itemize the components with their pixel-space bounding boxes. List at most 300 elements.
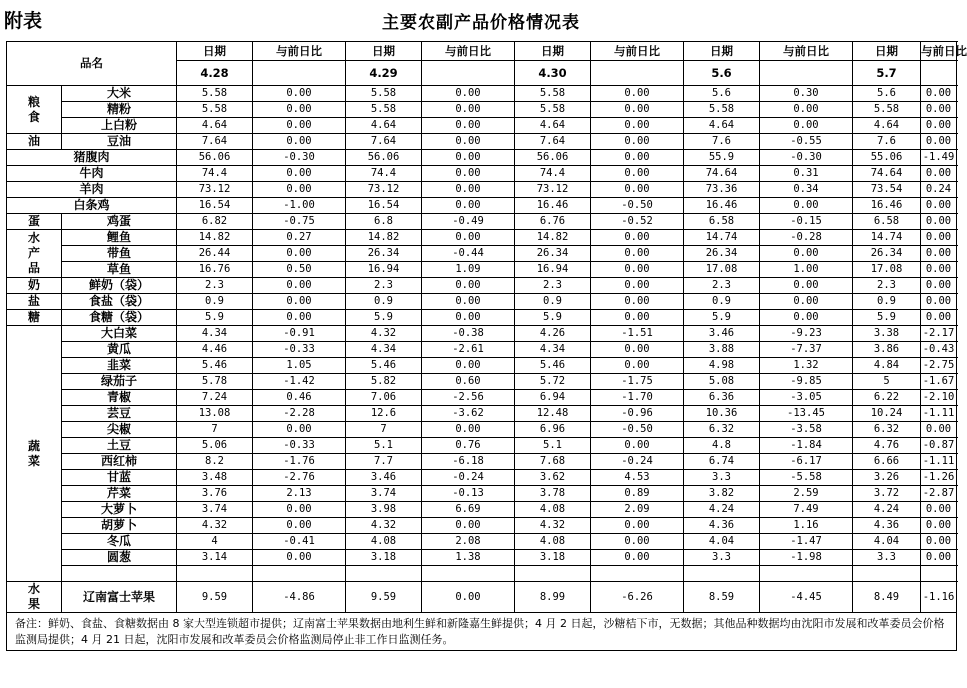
change-cell: -2.17 [921,326,957,342]
price-cell: 5.78 [177,374,253,390]
price-cell: 3.18 [346,550,422,566]
change-cell: -0.38 [422,326,515,342]
change-cell: 0.00 [591,278,684,294]
change-cell: -0.30 [253,150,346,166]
change-cell: -2.76 [253,470,346,486]
price-cell: 5.58 [515,86,591,102]
change-cell: 0.76 [422,438,515,454]
change-cell: 0.00 [422,230,515,246]
price-cell: 4.64 [853,118,921,134]
change-cell: 0.00 [591,182,684,198]
product-name: 胡萝卜 [62,518,177,534]
price-cell: 6.74 [684,454,760,470]
product-name [62,566,177,582]
change-cell [422,566,515,582]
price-cell: 5.9 [177,310,253,326]
product-name: 西红柿 [62,454,177,470]
table-row [7,566,957,582]
price-cell: 6.32 [853,422,921,438]
change-cell: 0.00 [422,422,515,438]
table-row [7,582,957,613]
price-cell: 3.3 [684,550,760,566]
change-cell: 0.00 [921,278,957,294]
price-cell: 55.06 [853,150,921,166]
change-cell: 0.00 [591,246,684,262]
price-cell: 5.1 [515,438,591,454]
change-cell: -1.47 [760,534,853,550]
table-row [7,86,957,102]
table-row [7,182,957,198]
change-cell: -4.86 [253,582,346,613]
product-name: 芸豆 [62,406,177,422]
price-cell: 4.32 [515,518,591,534]
price-cell: 4.34 [346,342,422,358]
change-cell: -1.84 [760,438,853,454]
price-cell: 16.76 [177,262,253,278]
price-cell: 3.88 [684,342,760,358]
change-cell: -4.45 [760,582,853,613]
date-value: 4.29 [346,61,422,86]
change-cell: 0.00 [760,198,853,214]
price-cell: 4.8 [684,438,760,454]
price-cell: 3.76 [177,486,253,502]
price-cell: 16.46 [853,198,921,214]
price-cell: 4.64 [515,118,591,134]
change-cell: 1.05 [253,358,346,374]
price-cell: 6.82 [177,214,253,230]
product-name: 芹菜 [62,486,177,502]
price-cell: 0.9 [177,294,253,310]
price-cell: 73.54 [853,182,921,198]
category-cell: 糖 [7,310,62,326]
change-cell: 0.00 [253,86,346,102]
price-cell: 6.32 [684,422,760,438]
product-name: 绿茄子 [62,374,177,390]
price-cell: 3.86 [853,342,921,358]
price-cell [177,566,253,582]
price-cell: 8.2 [177,454,253,470]
price-cell: 6.8 [346,214,422,230]
category-cell: 蔬菜 [7,326,62,582]
appendix-label: 附表 [4,10,43,32]
change-cell: 0.00 [760,278,853,294]
price-cell: 7 [346,422,422,438]
change-cell: 4.53 [591,470,684,486]
product-name: 大萝卜 [62,502,177,518]
price-cell: 3.82 [684,486,760,502]
change-cell: 0.00 [591,102,684,118]
change-cell: 0.00 [921,310,957,326]
change-cell: -1.70 [591,390,684,406]
table-row [7,422,957,438]
price-cell: 8.59 [684,582,760,613]
change-header: 与前日比 [921,42,957,61]
change-cell: 0.00 [591,118,684,134]
price-cell: 7 [177,422,253,438]
change-cell: -9.23 [760,326,853,342]
product-name: 草鱼 [62,262,177,278]
price-cell: 4.34 [515,342,591,358]
table-row [7,150,957,166]
price-cell: 4.04 [853,534,921,550]
price-cell: 6.58 [684,214,760,230]
price-cell: 74.4 [177,166,253,182]
change-cell: -1.11 [921,454,957,470]
price-cell: 56.06 [346,150,422,166]
change-cell: -2.56 [422,390,515,406]
price-cell: 6.76 [515,214,591,230]
table-title: 主要农副产品价格情况表 [382,13,580,33]
price-cell: 73.12 [515,182,591,198]
price-cell: 4.98 [684,358,760,374]
price-cell: 5.46 [346,358,422,374]
date-blank [760,61,853,86]
category-cell: 粮食 [7,86,62,134]
price-cell: 3.3 [684,470,760,486]
price-cell: 5.9 [346,310,422,326]
change-header: 与前日比 [253,42,346,61]
product-name: 猪腹肉 [7,150,177,166]
price-cell: 7.7 [346,454,422,470]
footnote: 备注：鲜奶、食盐、食糖数据由 8 家大型连锁超市提供；辽南富士苹果数据由地利生鲜和新隆嘉生鲜提供；4 月 2 日起，沙糖桔下市，无数据；其他品种数据均由沈阳市发展和改革委员会价格监测局提供；4 月 21 日起，沈阳市发展和改革委员会价格监测局停止非工作日监测任务。 [7,613,957,651]
change-cell: 0.46 [253,390,346,406]
price-cell: 7.68 [515,454,591,470]
category-cell: 水产品 [7,230,62,278]
change-cell: -0.24 [591,454,684,470]
change-cell: -13.45 [760,406,853,422]
price-cell: 26.34 [853,246,921,262]
price-cell: 17.08 [684,262,760,278]
change-cell: -5.58 [760,470,853,486]
price-cell: 9.59 [346,582,422,613]
price-cell: 7.24 [177,390,253,406]
change-cell [591,566,684,582]
change-cell: 0.00 [422,582,515,613]
price-cell: 4.64 [177,118,253,134]
price-cell: 3.26 [853,470,921,486]
change-cell: -1.75 [591,374,684,390]
change-cell: -0.49 [422,214,515,230]
change-cell: -2.28 [253,406,346,422]
category-cell: 奶 [7,278,62,294]
price-cell: 16.54 [177,198,253,214]
change-cell: -2.87 [921,486,957,502]
price-cell: 4.08 [515,534,591,550]
price-cell: 56.06 [515,150,591,166]
change-cell: 0.00 [591,534,684,550]
price-cell: 4.64 [346,118,422,134]
table-row [7,438,957,454]
table-row [7,406,957,422]
change-cell: 0.00 [760,310,853,326]
date-value: 5.6 [684,61,760,86]
date-header: 日期 [515,42,591,61]
change-cell: 0.00 [591,438,684,454]
price-cell: 12.48 [515,406,591,422]
change-cell: 0.00 [422,102,515,118]
price-cell: 4.76 [853,438,921,454]
product-header: 品名 [7,42,177,86]
change-cell: 0.00 [760,246,853,262]
price-cell: 14.74 [853,230,921,246]
price-cell: 74.4 [515,166,591,182]
change-cell: 0.00 [422,310,515,326]
change-cell: 0.00 [591,358,684,374]
price-cell: 16.94 [346,262,422,278]
price-cell: 5.6 [684,86,760,102]
change-cell: 0.00 [253,550,346,566]
price-cell: 73.36 [684,182,760,198]
change-cell: 2.59 [760,486,853,502]
price-cell: 5.9 [515,310,591,326]
price-cell: 5.46 [177,358,253,374]
price-cell: 73.12 [346,182,422,198]
change-cell: -1.00 [253,198,346,214]
change-cell: 0.27 [253,230,346,246]
price-cell: 3.14 [177,550,253,566]
date-value: 5.7 [853,61,921,86]
table-row [7,230,957,246]
change-cell: -9.85 [760,374,853,390]
change-cell: 0.31 [760,166,853,182]
table-row [7,534,957,550]
change-cell [253,566,346,582]
change-cell: 0.00 [591,262,684,278]
category-cell: 油 [7,134,62,150]
change-cell: 0.00 [921,534,957,550]
product-name: 辽南富士苹果 [62,582,177,613]
product-name: 尖椒 [62,422,177,438]
date-header: 日期 [684,42,760,61]
product-name: 豆油 [62,134,177,150]
price-cell: 4 [177,534,253,550]
change-cell: 0.00 [591,150,684,166]
change-cell: -1.49 [921,150,957,166]
change-cell: -1.42 [253,374,346,390]
product-name: 黄瓜 [62,342,177,358]
change-cell: -0.50 [591,198,684,214]
change-cell: -1.67 [921,374,957,390]
date-value: 4.28 [177,61,253,86]
product-name: 甘蓝 [62,470,177,486]
price-cell: 5.46 [515,358,591,374]
change-cell: -3.05 [760,390,853,406]
change-cell: -0.13 [422,486,515,502]
change-cell: 0.00 [921,230,957,246]
price-cell: 2.3 [684,278,760,294]
price-cell: 0.9 [684,294,760,310]
price-cell: 5.72 [515,374,591,390]
change-cell: 0.00 [921,198,957,214]
price-cell: 26.34 [346,246,422,262]
price-cell: 5.9 [853,310,921,326]
price-cell: 5.58 [177,102,253,118]
change-cell: 0.00 [591,134,684,150]
price-cell: 4.34 [177,326,253,342]
change-cell: 0.00 [422,518,515,534]
price-cell: 5 [853,374,921,390]
date-header: 日期 [853,42,921,61]
change-cell: 1.00 [760,262,853,278]
price-cell: 74.64 [684,166,760,182]
change-cell: -0.55 [760,134,853,150]
price-cell: 5.58 [853,102,921,118]
change-cell: -1.16 [921,582,957,613]
change-cell: 0.00 [921,518,957,534]
price-cell: 5.6 [853,86,921,102]
price-cell [515,566,591,582]
date-value: 4.30 [515,61,591,86]
change-cell: 0.00 [591,166,684,182]
table-row [7,470,957,486]
product-name: 鲜奶（袋） [62,278,177,294]
change-cell: -0.43 [921,342,957,358]
price-cell: 3.78 [515,486,591,502]
price-cell: 3.46 [346,470,422,486]
change-cell: 1.32 [760,358,853,374]
change-cell: 0.24 [921,182,957,198]
product-name: 牛肉 [7,166,177,182]
change-cell: 0.00 [253,502,346,518]
product-name: 带鱼 [62,246,177,262]
price-cell: 7.64 [515,134,591,150]
table-row [7,550,957,566]
price-cell: 3.38 [853,326,921,342]
change-cell: 2.08 [422,534,515,550]
change-cell: -7.37 [760,342,853,358]
change-cell: 1.38 [422,550,515,566]
change-cell: -0.33 [253,342,346,358]
table-row [7,102,957,118]
product-name: 白条鸡 [7,198,177,214]
change-cell: 0.00 [253,166,346,182]
product-name: 鸡蛋 [62,214,177,230]
change-cell: -0.44 [422,246,515,262]
change-cell: 0.00 [591,230,684,246]
table-row [7,502,957,518]
change-cell: -0.28 [760,230,853,246]
table-row [7,294,957,310]
change-cell: 0.00 [422,294,515,310]
change-cell: -1.26 [921,470,957,486]
price-cell: 5.58 [177,86,253,102]
price-cell: 4.46 [177,342,253,358]
product-name: 食糖（袋） [62,310,177,326]
change-cell: -2.61 [422,342,515,358]
change-cell: 0.00 [591,86,684,102]
change-cell: 0.00 [422,86,515,102]
change-cell: -0.50 [591,422,684,438]
change-cell: 0.89 [591,486,684,502]
table-row [7,374,957,390]
change-cell: 0.00 [921,86,957,102]
price-cell: 4.24 [684,502,760,518]
table-row [7,310,957,326]
price-cell: 16.46 [684,198,760,214]
price-cell: 5.58 [346,102,422,118]
price-cell: 74.64 [853,166,921,182]
change-cell: 0.00 [760,118,853,134]
price-cell: 5.58 [346,86,422,102]
change-cell: 0.00 [422,166,515,182]
price-cell: 4.32 [177,518,253,534]
table-row [7,326,957,342]
change-cell: -6.18 [422,454,515,470]
price-cell: 6.96 [515,422,591,438]
change-cell: 0.00 [921,262,957,278]
price-cell: 5.58 [515,102,591,118]
table-row [7,486,957,502]
change-cell: 0.00 [921,166,957,182]
change-cell: 0.30 [760,86,853,102]
price-cell: 16.46 [515,198,591,214]
price-cell: 2.3 [853,278,921,294]
price-cell: 4.84 [853,358,921,374]
price-cell: 4.08 [515,502,591,518]
price-cell: 4.64 [684,118,760,134]
price-cell: 16.94 [515,262,591,278]
change-cell: -2.10 [921,390,957,406]
change-cell: 0.00 [253,294,346,310]
price-cell: 6.66 [853,454,921,470]
change-cell: -6.26 [591,582,684,613]
change-cell: 0.00 [422,198,515,214]
price-cell: 9.59 [177,582,253,613]
change-cell: 0.00 [921,246,957,262]
change-cell [921,566,957,582]
price-cell: 4.32 [346,518,422,534]
change-cell: 0.00 [422,118,515,134]
price-cell: 4.24 [853,502,921,518]
change-cell: 0.60 [422,374,515,390]
price-cell: 3.74 [346,486,422,502]
category-cell: 蛋 [7,214,62,230]
change-cell: 0.00 [253,134,346,150]
price-cell: 12.6 [346,406,422,422]
price-cell: 4.36 [853,518,921,534]
price-cell: 7.6 [853,134,921,150]
change-cell: 0.00 [591,294,684,310]
change-cell: 0.00 [921,118,957,134]
change-cell: 0.00 [253,422,346,438]
price-cell: 5.06 [177,438,253,454]
table-row [7,358,957,374]
price-cell [684,566,760,582]
category-cell: 水果 [7,582,62,613]
change-cell: 0.00 [921,214,957,230]
price-cell: 14.82 [515,230,591,246]
change-cell: 0.00 [760,102,853,118]
table-body [7,42,967,651]
change-cell: -0.52 [591,214,684,230]
change-header: 与前日比 [591,42,684,61]
price-cell: 7.6 [684,134,760,150]
price-cell: 2.3 [177,278,253,294]
price-cell: 7.64 [346,134,422,150]
date-blank [253,61,346,86]
change-header: 与前日比 [422,42,515,61]
change-cell: 0.34 [760,182,853,198]
price-cell: 3.62 [515,470,591,486]
change-cell [760,566,853,582]
price-cell: 10.24 [853,406,921,422]
table-row [7,246,957,262]
price-cell: 3.98 [346,502,422,518]
price-cell: 0.9 [853,294,921,310]
price-cell: 16.54 [346,198,422,214]
change-cell: 6.69 [422,502,515,518]
price-cell: 14.74 [684,230,760,246]
